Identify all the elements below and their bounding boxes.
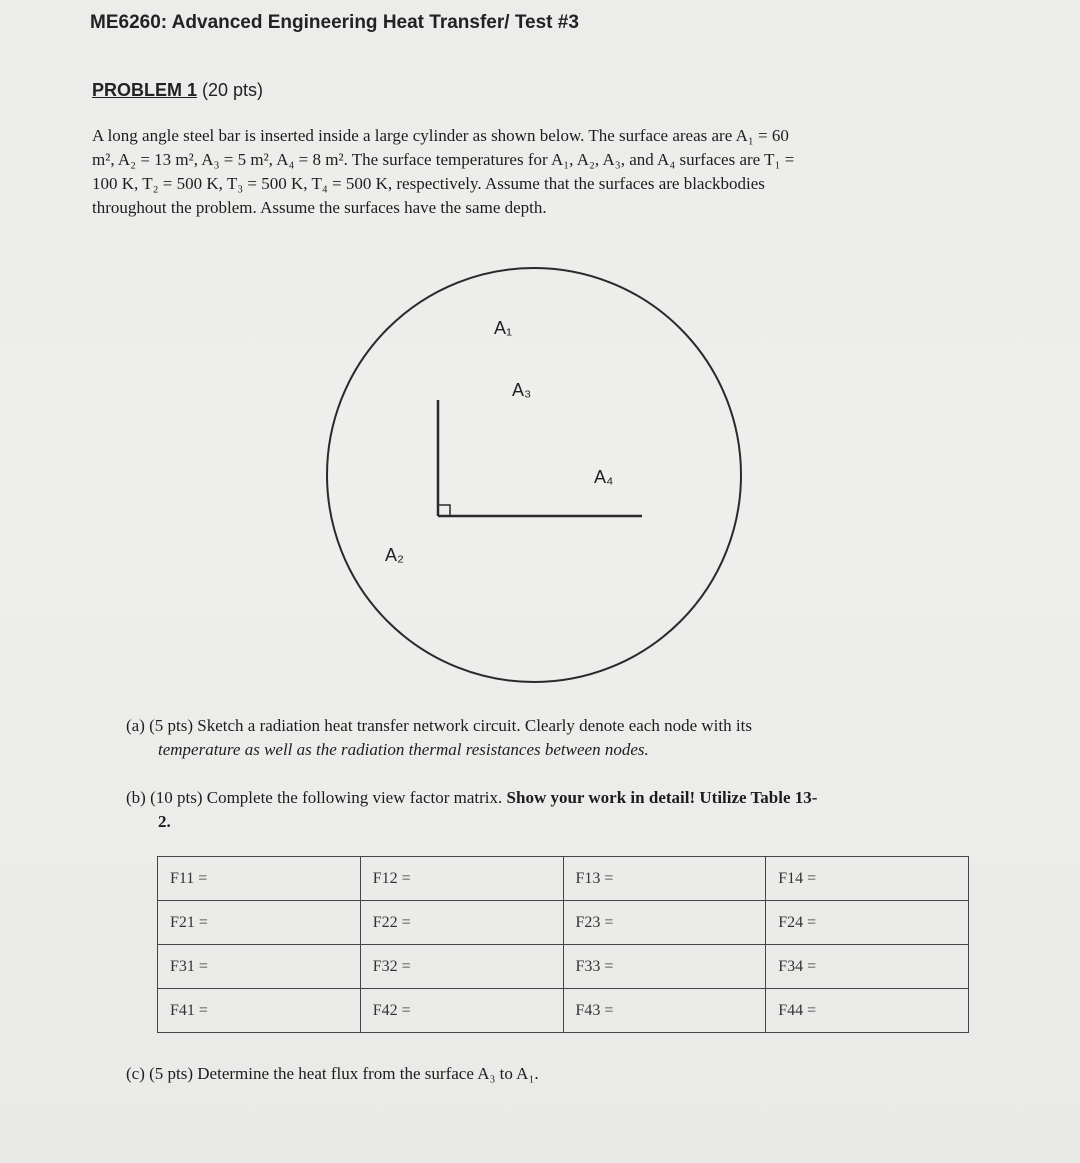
part-a-line2: temperature as well as the radiation thermal resistances between nodes. [158,740,649,759]
problem-points: (20 pts) [202,80,264,100]
part-c: (c) (5 pts) Determine the heat flux from the surface A₃ to A₁. [126,1064,539,1083]
course-title: ME6260: Advanced Engineering Heat Transfer/ Test #3 [90,12,579,33]
statement-line: 100 K, T₂ = 500 K, T₃ = 500 K, T₄ = 500 K, respectively. Assume that the surfaces are blackbodies [92,174,765,193]
label-a3: A₃ [512,380,532,400]
part-b-continuation: 2. [158,812,171,831]
matrix-row [158,989,969,1033]
statement-line: A long angle steel bar is inserted inside a large cylinder as shown below. The surface areas are A₁ = 60 [92,126,789,145]
matrix-cell-f11[interactable]: F11 = [158,857,361,901]
matrix-cell-f32[interactable]: F32 = [360,945,563,989]
matrix-row [158,857,969,901]
matrix-row [158,945,969,989]
part-b [126,786,970,834]
label-a2: A₂ [385,545,404,565]
right-angle-mark [438,505,450,516]
part-b-emphasis: Show your work in detail! Utilize Table 13- [506,788,818,807]
matrix-cell-f22[interactable]: F22 = [360,901,563,945]
view-factor-matrix [157,856,969,1033]
matrix-cell-f31[interactable]: F31 = [158,945,361,989]
matrix-cell-f44[interactable]: F44 = [766,989,969,1033]
part-a-line1: (a) (5 pts) Sketch a radiation heat transfer network circuit. Clearly denote each node with its [126,716,752,735]
matrix-cell-f43[interactable]: F43 = [563,989,766,1033]
matrix-row [158,901,969,945]
matrix-cell-f33[interactable]: F33 = [563,945,766,989]
matrix-cell-f24[interactable]: F24 = [766,901,969,945]
matrix-cell-f42[interactable]: F42 = [360,989,563,1033]
matrix-cell-f14[interactable]: F14 = [766,857,969,901]
matrix-cell-f21[interactable]: F21 = [158,901,361,945]
problem-title: PROBLEM 1 [92,80,198,100]
matrix-cell-f13[interactable]: F13 = [563,857,766,901]
label-a1: A₁ [494,318,513,338]
part-b-prefix: (b) (10 pts) Complete the following view factor matrix. [126,788,507,807]
label-a4: A₄ [594,467,614,487]
matrix-cell-f23[interactable]: F23 = [563,901,766,945]
matrix-cell-f41[interactable]: F41 = [158,989,361,1033]
matrix-cell-f34[interactable]: F34 = [766,945,969,989]
statement-line: m², A₂ = 13 m², A₃ = 5 m², A₄ = 8 m². The surface temperatures for A₁, A₂, A₃, and A₄ surfaces are T₁ = [92,150,795,169]
part-a [126,714,970,762]
statement-line: throughout the problem. Assume the surfaces have the same depth. [92,198,547,217]
matrix-cell-f12[interactable]: F12 = [360,857,563,901]
cylinder-surface-a1 [327,268,741,682]
